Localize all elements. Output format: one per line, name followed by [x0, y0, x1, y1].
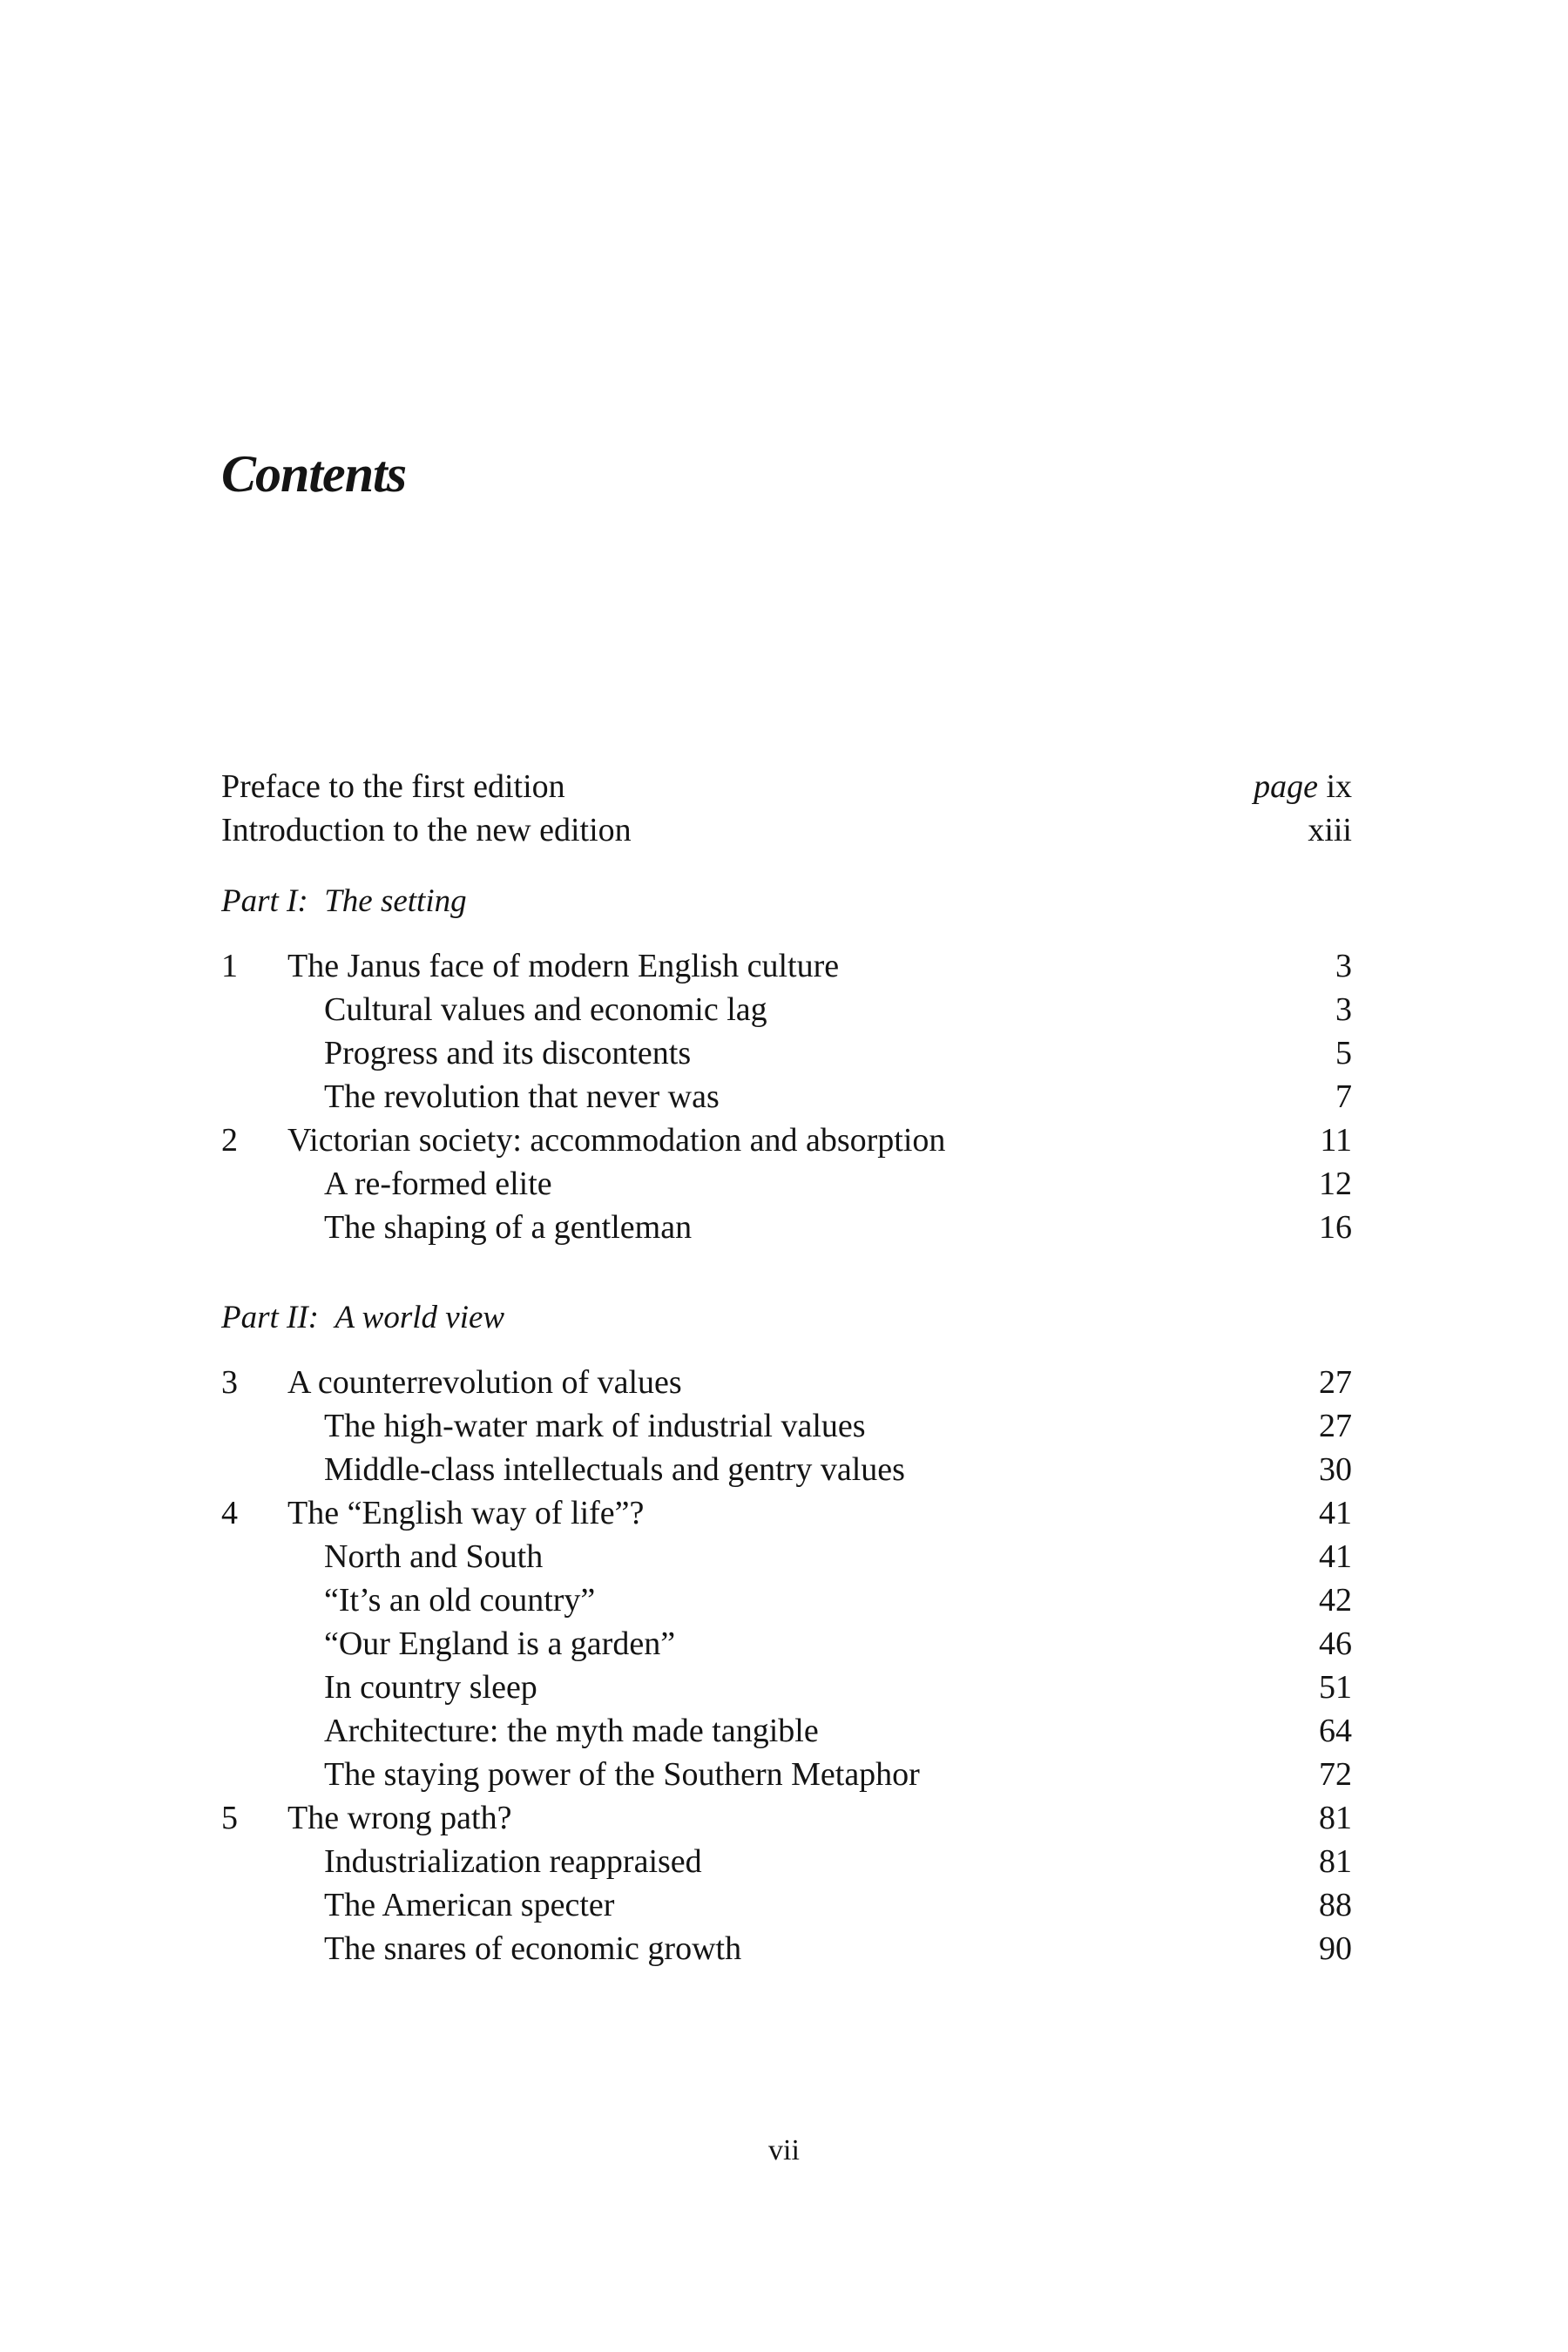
chapter-page: 11 [1320, 1122, 1352, 1159]
chapter-number: 5 [221, 1800, 238, 1836]
section-page: 51 [1319, 1669, 1352, 1706]
entry-title: Preface to the first edition [221, 768, 565, 805]
section-title: “Our England is a garden” [324, 1625, 676, 1662]
entry-page [1254, 765, 1352, 808]
section-title: The revolution that never was [324, 1078, 720, 1115]
section-title: Architecture: the myth made tangible [324, 1713, 819, 1749]
toc-chapter-3 [221, 1361, 1352, 1404]
chapter-number: 2 [221, 1122, 238, 1159]
toc-section [221, 1753, 1352, 1796]
toc-section [221, 1666, 1352, 1709]
entry-page: xiii [1308, 812, 1352, 848]
toc-section [221, 1162, 1352, 1206]
part-title: A world view [335, 1300, 505, 1335]
part-label: Part I: [221, 883, 308, 919]
section-page: 12 [1319, 1166, 1352, 1202]
contents-title: Contents [221, 445, 407, 503]
part-title: The setting [324, 883, 467, 919]
page-number: ix [1326, 768, 1352, 805]
section-page: 72 [1319, 1756, 1352, 1793]
section-page: 30 [1319, 1451, 1352, 1488]
section-page: 3 [1335, 991, 1352, 1028]
section-title: Middle-class intellectuals and gentry values [324, 1451, 905, 1488]
part-label: Part II: [221, 1300, 319, 1335]
section-title: North and South [324, 1538, 544, 1575]
section-page: 81 [1319, 1843, 1352, 1880]
table-of-contents [221, 765, 1352, 1970]
toc-section [221, 1840, 1352, 1883]
chapter-number: 1 [221, 948, 238, 984]
section-page: 42 [1319, 1582, 1352, 1619]
section-page: 16 [1319, 1209, 1352, 1246]
section-title: The American specter [324, 1887, 615, 1923]
toc-chapter-4 [221, 1491, 1352, 1535]
toc-section [221, 1535, 1352, 1578]
section-page: 7 [1335, 1078, 1352, 1115]
chapter-title: The Janus face of modern English culture [287, 948, 840, 984]
toc-section [221, 1206, 1352, 1249]
section-title: Industrialization reappraised [324, 1843, 702, 1880]
section-title: The staying power of the Southern Metaphor [324, 1756, 920, 1793]
toc-section [221, 1709, 1352, 1753]
toc-section [221, 1075, 1352, 1119]
section-page: 46 [1319, 1625, 1352, 1662]
toc-section [221, 1883, 1352, 1927]
section-title: In country sleep [324, 1669, 537, 1706]
chapter-page: 41 [1319, 1495, 1352, 1531]
chapter-title: The wrong path? [287, 1800, 512, 1836]
toc-entry-introduction [221, 808, 1352, 852]
entry-title: Introduction to the new edition [221, 812, 632, 848]
chapter-number: 3 [221, 1364, 238, 1401]
toc-section [221, 1578, 1352, 1622]
chapter-page: 3 [1335, 948, 1352, 984]
toc-section [221, 1622, 1352, 1666]
section-page: 5 [1335, 1035, 1352, 1071]
chapter-title: Victorian society: accommodation and absorption [287, 1122, 946, 1159]
section-title: Cultural values and economic lag [324, 991, 767, 1028]
section-page: 64 [1319, 1713, 1352, 1749]
chapter-title: The “English way of life”? [287, 1495, 645, 1531]
toc-section [221, 1927, 1352, 1970]
toc-section [221, 1031, 1352, 1075]
toc-section [221, 988, 1352, 1031]
part-heading-1 [221, 871, 1352, 932]
chapter-number: 4 [221, 1495, 238, 1531]
chapter-title: A counterrevolution of values [287, 1364, 682, 1401]
toc-chapter-1 [221, 944, 1352, 988]
section-title: The high-water mark of industrial values [324, 1408, 866, 1444]
section-title: The snares of economic growth [324, 1930, 742, 1967]
toc-section [221, 1404, 1352, 1448]
part-heading-2 [221, 1288, 1352, 1348]
section-title: The shaping of a gentleman [324, 1209, 693, 1246]
page-label: page [1254, 768, 1318, 805]
section-title: “It’s an old country” [324, 1582, 596, 1619]
page-folio: vii [768, 2134, 800, 2166]
section-title: A re-formed elite [324, 1166, 552, 1202]
section-page: 90 [1319, 1930, 1352, 1967]
toc-chapter-2 [221, 1119, 1352, 1162]
toc-chapter-5 [221, 1796, 1352, 1840]
chapter-page: 27 [1319, 1364, 1352, 1401]
chapter-page: 81 [1319, 1800, 1352, 1836]
section-page: 88 [1319, 1887, 1352, 1923]
section-title: Progress and its discontents [324, 1035, 692, 1071]
section-page: 41 [1319, 1538, 1352, 1575]
toc-entry-preface [221, 765, 1352, 808]
section-page: 27 [1319, 1408, 1352, 1444]
toc-section [221, 1448, 1352, 1491]
